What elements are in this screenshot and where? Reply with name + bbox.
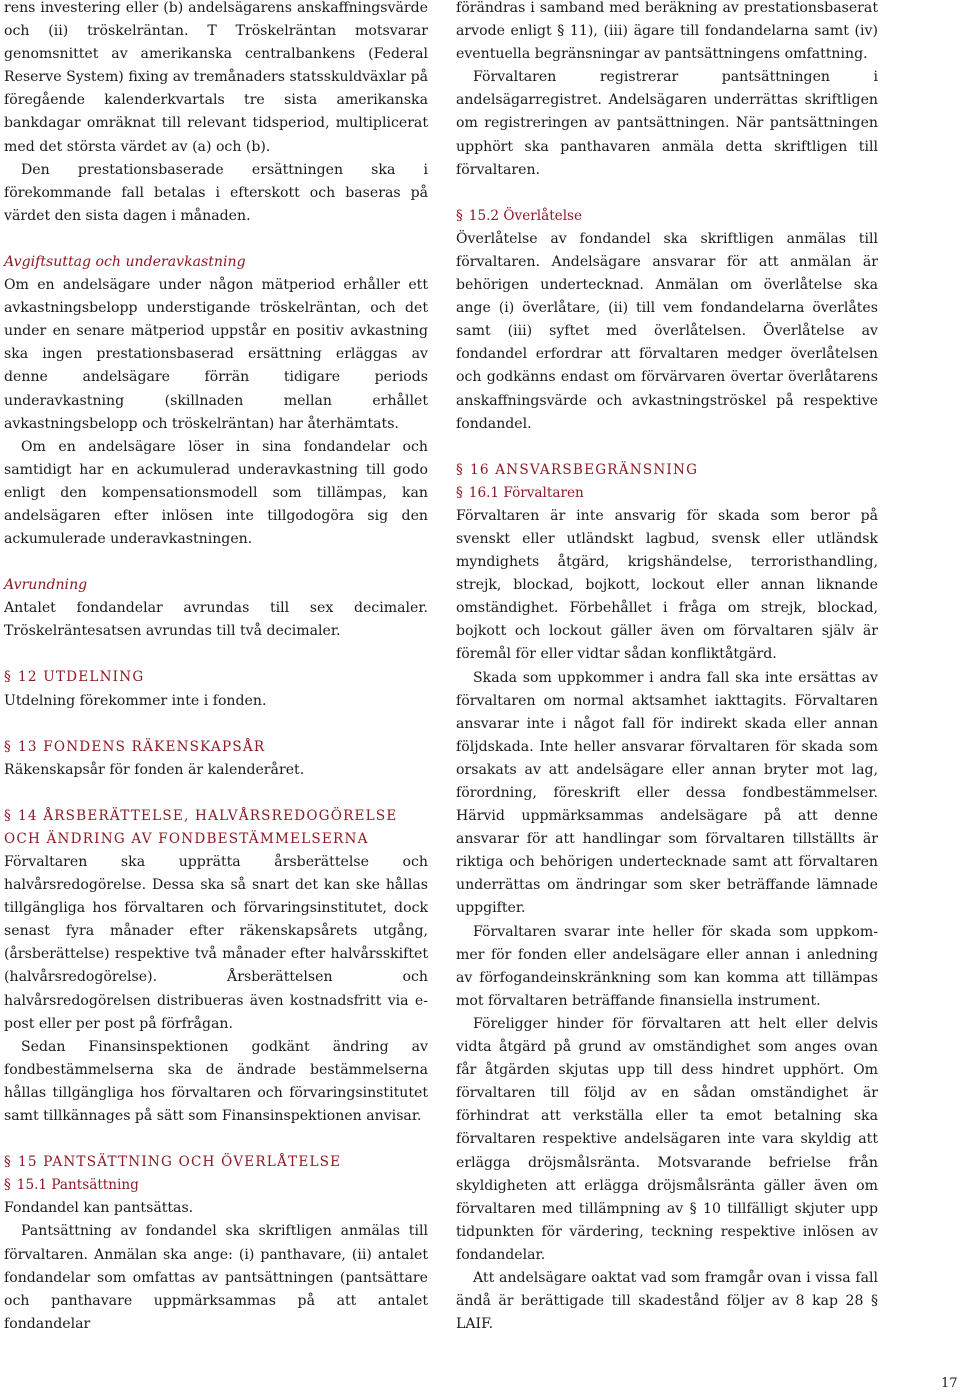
right-column [456,0,878,1336]
paragraph: Att andelsägare oaktat vad som framgår ovan i vissa fall ändå är berättigade till skadestånd följer av 8 kap 28 § LAIF. [456,1269,878,1333]
subsection-heading-16-1 [456,482,878,505]
section-heading-15 [4,1151,428,1174]
section-symbol: § [4,1177,11,1194]
subsection-title: 16.1 Förvaltaren [468,484,584,501]
section-symbol: § [4,738,12,755]
section-heading-13 [4,736,428,759]
paragraph: Antalet fondandelar avrundas till sex decimaler. Tröskelräntesatsen avrundas till två decimaler. [4,600,428,640]
paragraph: Förvaltaren registrerar pantsättningen i andelsägarregistret. Andelsägaren underrättas skriftligen om registreringen av pantsättningen. När pantsättningen upphört ska panthavaren anmäla detta skriftligen till förvaltaren. [456,69,878,178]
paragraph: Föreligger hinder för förvaltaren att helt eller delvis vidta åtgärd på grund av omständighet som anges ovan får åtgärden skjutas upp till dess hindret upphört. Om förvaltaren till följd av en sådan omständighet är förhindrat att verkställa eller ta emot betalning ska förvaltaren respektive andelsägaren inte vara skyldig att erlägga dröjsmålsränta. Motsvarande befrielse från skyldigheten att erlägga dröjsmålsränta gäller även om förvaltaren med tillämpning av § 10 tillfälligt skjuter upp tidpunkten för värdering, teckning respektive inlösen av fondandelar. [456,1015,878,1263]
section-title: 15 PANTSÄTTNING OCH ÖVERLÅTELSE [18,1154,342,1171]
section-symbol: § [456,461,464,478]
paragraph: Utdelning förekommer inte i fonden. [4,692,267,709]
section-title: 16 ANSVARSBEGRÄNSNING [470,461,699,478]
subheading-avgiftsuttag: Avgiftsuttag och underavkastning [4,253,246,270]
paragraph: Räkenskapsår för fonden är kalenderåret. [4,761,305,778]
section-title: 13 FONDENS RÄKENSKAPSÅR [18,738,266,755]
paragraph: Överlåtelse av fondandel ska skriftligen anmälas till förvaltaren. Andelsägare ansvarar för att anmälan är behörigen undertecknad. Anmälan om överlåtelse ska ange (i) överlåtare, (ii) till vem fondandelarna överlåtes samt (iii) syftet med överlåtelsen. Överlåtelse av fondandel erfordrar att förvaltaren medger överlåtelsen och godkänns endast om förvärvaren övertar överlåtarens anskaffningsvärde och avkastningströskel på respektive fondandel. [456,230,878,432]
subheading-avrundning: Avrundning [4,577,88,594]
paragraph: Skada som uppkommer i andra fall ska inte ersättas av förvaltaren om normal aktsamhet iakttagits. Förvaltaren ansvarar inte i något fall för indirekt skada eller annan följdskada. Inte heller ansvarar förvaltaren för skada som orsakats av att andelsägare eller annan bryter mot lag, förordning, föreskrift eller dessa fondbestämmelser. Härvid uppmärksammas andelsägare på att denne ansvarar för att handlingar som förvaltaren tillställts är riktiga och behörigen undertecknade samt att förvaltaren underrättas om ändringar som sker beträffande lämnade uppgifter. [456,669,878,917]
subsection-heading-15-2 [456,205,878,228]
paragraph: Om en andelsägare under någon mätperiod erhåller ett avkastningsbelopp understigande tröskelräntan, och det under en senare mätperiod uppstår en positiv avkastning ska ingen prestationsbaserad ersättning erläggas av denne andelsägare förrän tidigare periods underavkastning (skillnaden mellan erhållet avkastningsbelopp och tröskelräntan) har återhämtats. [4,277,428,432]
section-heading-12 [4,666,428,689]
paragraph: Pantsättning av fondandel ska skriftligen anmälas till förvaltaren. Anmälan ska ange: (i) panthavare, (ii) antalet fondandelar som omfattas av pantsättningen (pantsättare och panthavare uppmärksammas på att antalet fondandelar [4,1223,428,1332]
section-symbol: § [456,484,463,501]
paragraph: Sedan Finansinspektionen godkänt ändring av fondbestämmelserna ska de ändrade bestämmelserna hållas tillgängliga hos förvaltaren och förvaringsinstitutet samt tillkännages på sätt som Finansinspektionen anvisar. [4,1038,428,1125]
page-number: 17 [941,1376,958,1391]
section-heading-14 [4,805,428,851]
paragraph: Om en andelsägare löser in sina fondandelar och samtidigt har en ackumulerad underavkastning till godo enligt den kompensationsmodell som tillämpas, kan andelsägaren efter inlösen inte tillgodogöra sig den ackumulerade underavkastningen. [4,438,428,548]
section-symbol: § [4,1154,12,1171]
left-column [4,0,428,1336]
paragraph: Förvaltaren är inte ansvarig för skada som beror på svenskt eller utländskt lagbud, svensk eller utländsk myndighets åtgärd, krigshändelse, terroristhandling, strejk, blockad, bojkott, lockout eller annan liknande omständighet. Förbehållet i fråga om strejk, blockad, bojkott och lockout gäller även om förvaltaren själv är föremål för eller vidtar sådan konfliktåtgärd. [456,507,878,663]
paragraph: Förvaltaren ska upprätta årsberättelse och halvårsredogörelse. Dessa ska så snart det kan ske hållas tillgängliga hos förvaltaren och förvaringsinstitutet, dock senast fyra månader efter räkenskapsårets utgång, (årsberättelse) respektive två månader efter halvårsskiftet (halvårsredogörelse). Årsberättelsen och halvårsredogörelsen distribueras även kostnadsfritt via e-post eller per post på förfrågan. [4,854,428,1032]
paragraph: Förvaltaren svarar inte heller för skada som uppkommer för fonden eller andelsägare eller annan i anledning av förfogandeinskränkning som kan komma att tillämpas mot förvaltaren beträffande finansiella instrument. [456,923,878,1009]
paragraph: rens investering eller (b) andelsägarens anskaffningsvärde och (ii) tröskelräntan. T Tröskelräntan motsvarar genomsnittet av amerikanska centralbankens (Federal Reserve System) fixing av tremånaders statsskuldväxlar på föregående kalenderkvartals tre sista amerikanska bankdagar omräknat till relevant tidsperiod, multiplicerat med det största värdet av (a) och (b). [4,0,428,155]
subsection-title: 15.2 Överlåtelse [468,207,583,224]
subsection-title: 15.1 Pantsättning [16,1177,139,1194]
section-title: 14 ÅRSBERÄTTELSE, HALVÅRSREDOGÖRELSE OCH ÄNDRING AV FONDBESTÄMMELSERNA [4,807,398,847]
section-symbol: § [456,207,463,224]
paragraph: Fondandel kan pantsättas. [4,1200,194,1217]
subsection-heading-15-1 [4,1174,428,1197]
section-symbol: § [4,807,12,824]
section-heading-16 [456,459,878,482]
section-symbol: § [4,669,12,686]
section-title: 12 UTDELNING [18,669,145,686]
paragraph: förändras i samband med beräkning av prestationsbaserat arvode enligt § 11), (iii) ägare till fondandelarna samt (iv) eventuella begränsningar av pantsättningens omfattning. [456,0,878,63]
paragraph: Den prestationsbaserade ersättningen ska i förekommande fall betalas i efterskott och baseras på värdet den sista dagen i månaden. [4,161,428,224]
